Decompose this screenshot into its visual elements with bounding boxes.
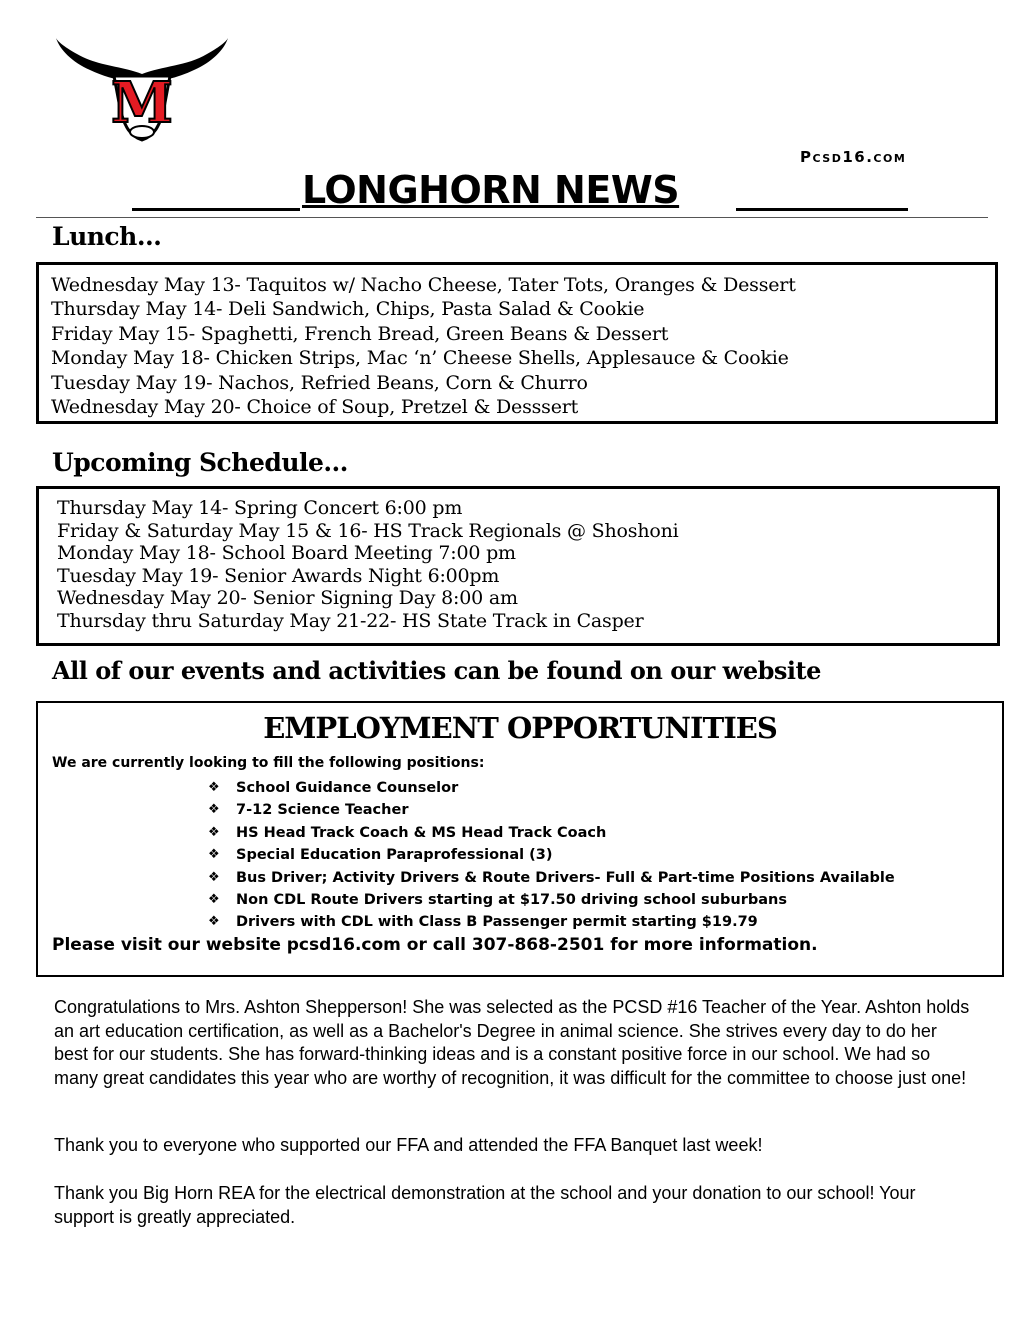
position-label: Bus Driver; Activity Drivers & Route Drivers- Full & Part-time Positions Available	[236, 869, 895, 886]
position-item	[208, 889, 895, 911]
site-url: Pcsd16.com	[800, 148, 907, 166]
newsletter-title: LONGHORN NEWS	[302, 168, 680, 212]
position-item	[208, 822, 895, 844]
longhorn-logo	[52, 36, 232, 146]
positions-list	[208, 777, 895, 934]
ffa-thanks-paragraph: Thank you to everyone who supported our FFA and attended the FFA Banquet last week!	[54, 1135, 763, 1155]
lunch-heading: Lunch…	[52, 222, 162, 251]
position-item	[208, 911, 895, 933]
lunch-item: Thursday May 14- Deli Sandwich, Chips, Pasta Salad & Cookie	[51, 298, 645, 321]
lunch-item: Wednesday May 20- Choice of Soup, Pretzel & Desssert	[51, 396, 579, 419]
schedule-heading: Upcoming Schedule…	[52, 448, 348, 477]
lunch-item: Friday May 15- Spaghetti, French Bread, Green Beans & Dessert	[51, 322, 669, 345]
position-label: Non CDL Route Drivers starting at $17.50 driving school suburbans	[236, 892, 787, 909]
newsletter-title-row	[132, 168, 912, 216]
website-note: All of our events and activities can be found on our website	[52, 656, 821, 685]
position-label: Special Education Paraprofessional (3)	[236, 847, 553, 864]
teacher-of-year-paragraph: Congratulations to Mrs. Ashton Shepperson! She was selected as the PCSD #16 Teacher of the Year. Ashton holds an art education certification, as well as a Bachelor's Degree in animal science. She strives every day to do her best for our students. She has forward-thinking ideas and is a constant positive force in our school. We had so many great candidates this year who are worthy of recognition, it was difficult for the committee to choose just one!	[54, 997, 970, 1088]
position-item	[208, 844, 895, 866]
schedule-box	[36, 486, 1000, 646]
schedule-item: Wednesday May 20- Senior Signing Day 8:00 am	[57, 587, 518, 610]
employment-title: EMPLOYMENT OPPORTUNITIES	[263, 711, 777, 745]
lunch-item: Tuesday May 19- Nachos, Refried Beans, Corn & Churro	[51, 371, 588, 394]
diamond-bullet-icon: ❖	[208, 914, 220, 930]
employment-intro: We are currently looking to fill the following positions:	[52, 755, 485, 771]
title-underline-right	[736, 208, 908, 211]
header-divider	[36, 217, 988, 218]
rea-thanks-paragraph: Thank you Big Horn REA for the electrical demonstration at the school and your donation to our school! Your support is greatly appreciated.	[54, 1183, 916, 1227]
title-underline-left	[132, 208, 300, 211]
position-label: School Guidance Counselor	[236, 780, 459, 796]
diamond-bullet-icon: ❖	[208, 869, 220, 885]
diamond-bullet-icon: ❖	[208, 780, 220, 795]
diamond-bullet-icon: ❖	[208, 802, 220, 818]
position-label: HS Head Track Coach & MS Head Track Coach	[236, 824, 607, 841]
diamond-bullet-icon: ❖	[208, 824, 220, 840]
schedule-item: Friday & Saturday May 15 & 16- HS Track Regionals @ Shoshoni	[57, 519, 679, 542]
schedule-item: Thursday thru Saturday May 21-22- HS State Track in Casper	[57, 609, 644, 632]
position-item	[208, 867, 895, 889]
employment-footer: Please visit our website pcsd16.com or call 307-868-2501 for more information.	[52, 935, 818, 955]
schedule-item: Thursday May 14- Spring Concert 6:00 pm	[57, 497, 463, 519]
lunch-item: Monday May 18- Chicken Strips, Mac ‘n’ Cheese Shells, Applesauce & Cookie	[51, 347, 789, 370]
schedule-item: Tuesday May 19- Senior Awards Night 6:00pm	[57, 564, 500, 587]
position-item	[208, 799, 895, 821]
diamond-bullet-icon: ❖	[208, 892, 220, 908]
lunch-item: Wednesday May 13- Taquitos w/ Nacho Cheese, Tater Tots, Oranges & Dessert	[51, 274, 796, 296]
employment-box	[36, 701, 1004, 977]
schedule-item: Monday May 18- School Board Meeting 7:00 pm	[57, 542, 516, 565]
diamond-bullet-icon: ❖	[208, 847, 220, 863]
position-label: 7-12 Science Teacher	[236, 802, 409, 819]
lunch-menu-box	[36, 262, 998, 424]
position-item	[208, 777, 895, 799]
position-label: Drivers with CDL with Class B Passenger permit starting $19.79	[236, 914, 758, 931]
logo-letter: M	[111, 70, 173, 136]
